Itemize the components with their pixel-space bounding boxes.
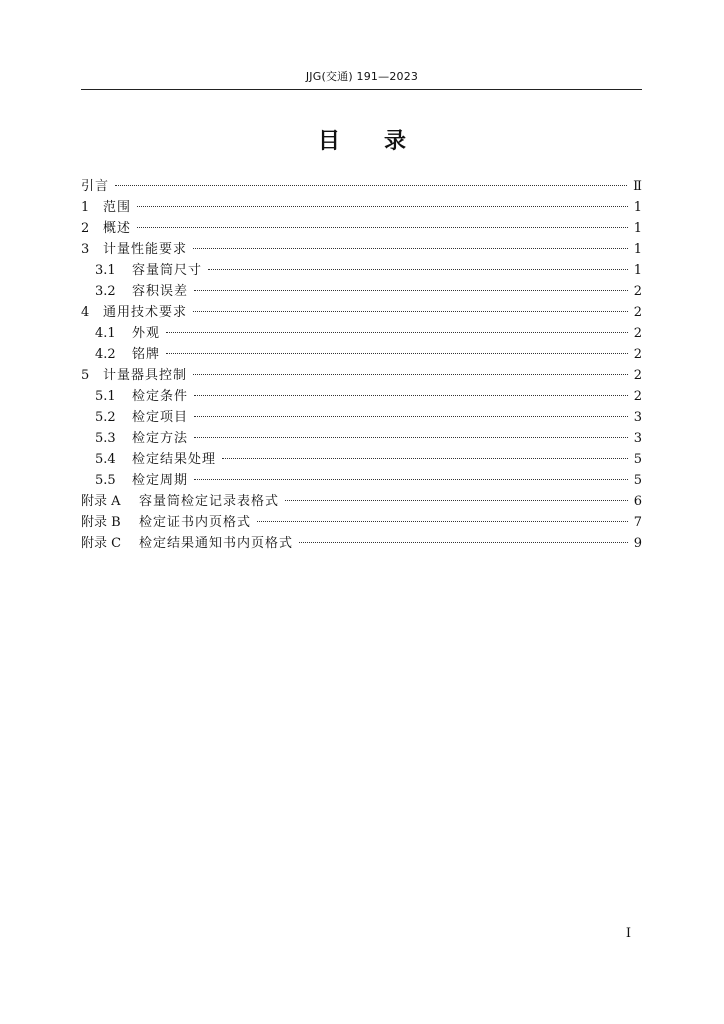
toc-entry-page: 2 xyxy=(633,326,642,341)
toc-entry-label: 检定条件 xyxy=(132,389,189,404)
document-header-code: JJG(交通) 191—2023 xyxy=(305,70,419,83)
toc-entry-label: 检定结果处理 xyxy=(132,452,217,467)
toc-dot-leader xyxy=(222,458,628,459)
toc-entry-label: 容量筒尺寸 xyxy=(132,263,203,278)
toc-entry-label: 检定证书内页格式 xyxy=(139,515,252,530)
toc-entry-label: 检定方法 xyxy=(132,431,189,446)
toc-entry-appendix-a[interactable] xyxy=(81,491,642,512)
toc-entry-5-1[interactable] xyxy=(81,386,642,407)
toc-dot-leader xyxy=(194,416,628,417)
toc-entry-4[interactable] xyxy=(81,302,642,323)
toc-entry-page: 2 xyxy=(633,305,642,320)
toc-entry-3[interactable] xyxy=(81,239,642,260)
page-number: I xyxy=(625,926,631,941)
toc-entry-label: 检定周期 xyxy=(132,473,189,488)
toc-entry-number: 2 xyxy=(81,221,90,236)
toc-dot-leader xyxy=(194,395,628,396)
toc-dot-leader xyxy=(208,269,628,270)
toc-entry-page: 3 xyxy=(633,410,642,425)
toc-entry-number: 4 xyxy=(81,305,90,320)
toc-entry-number: 5 xyxy=(81,368,90,383)
toc-dot-leader xyxy=(166,332,628,333)
toc-entry-3-1[interactable] xyxy=(81,260,642,281)
toc-entry-4-2[interactable] xyxy=(81,344,642,365)
toc-entry-page: 6 xyxy=(633,494,642,509)
toc-entry-5-5[interactable] xyxy=(81,470,642,491)
toc-entry-label: 范围 xyxy=(103,200,132,215)
toc-dot-leader xyxy=(194,290,628,291)
toc-title: 目录 xyxy=(317,129,450,154)
toc-entry-page: 2 xyxy=(633,389,642,404)
toc-entry-page: 1 xyxy=(633,263,642,278)
toc-entry-number: 1 xyxy=(81,200,90,215)
toc-entry-appendix-c[interactable] xyxy=(81,533,642,554)
toc-entry-2[interactable] xyxy=(81,218,642,239)
toc-entry-number: 附录 C xyxy=(81,536,122,551)
toc-entry-label: 计量性能要求 xyxy=(103,242,188,257)
toc-entry-intro[interactable] xyxy=(81,176,642,197)
toc-entry-number: 3.2 xyxy=(95,284,116,299)
toc-dot-leader xyxy=(193,374,628,375)
toc-entry-label: 引言 xyxy=(81,179,110,194)
toc-entry-number: 4.1 xyxy=(95,326,116,341)
toc-entry-page: 7 xyxy=(633,515,642,530)
toc-entry-3-2[interactable] xyxy=(81,281,642,302)
toc-entry-page: 9 xyxy=(633,536,642,551)
toc-entry-1[interactable] xyxy=(81,197,642,218)
toc-entry-5-3[interactable] xyxy=(81,428,642,449)
toc-entry-label: 外观 xyxy=(132,326,161,341)
toc-entry-number: 4.2 xyxy=(95,347,116,362)
table-of-contents xyxy=(81,176,642,554)
toc-dot-leader xyxy=(115,185,627,186)
toc-entry-label: 检定结果通知书内页格式 xyxy=(139,536,294,551)
toc-entry-label: 容量筒检定记录表格式 xyxy=(139,494,280,509)
toc-entry-appendix-b[interactable] xyxy=(81,512,642,533)
toc-dot-leader xyxy=(285,500,628,501)
toc-entry-number: 附录 B xyxy=(81,515,121,530)
toc-dot-leader xyxy=(137,206,628,207)
toc-entry-label: 容积误差 xyxy=(132,284,189,299)
toc-entry-label: 铭牌 xyxy=(132,347,161,362)
toc-entry-5-4[interactable] xyxy=(81,449,642,470)
toc-dot-leader xyxy=(299,542,628,543)
toc-entry-page: 5 xyxy=(633,452,642,467)
toc-entry-label: 检定项目 xyxy=(132,410,189,425)
toc-dot-leader xyxy=(193,248,628,249)
toc-entry-number: 3 xyxy=(81,242,90,257)
toc-entry-number: 附录 A xyxy=(81,494,121,509)
toc-entry-page: Ⅱ xyxy=(633,179,642,194)
toc-entry-4-1[interactable] xyxy=(81,323,642,344)
toc-dot-leader xyxy=(137,227,628,228)
toc-dot-leader xyxy=(194,479,628,480)
toc-dot-leader xyxy=(257,521,628,522)
toc-entry-label: 通用技术要求 xyxy=(103,305,188,320)
toc-entry-page: 1 xyxy=(633,242,642,257)
toc-dot-leader xyxy=(166,353,628,354)
toc-entry-page: 1 xyxy=(633,200,642,215)
toc-entry-number: 5.4 xyxy=(95,452,116,467)
toc-entry-page: 5 xyxy=(633,473,642,488)
toc-entry-number: 3.1 xyxy=(95,263,116,278)
toc-entry-page: 2 xyxy=(633,284,642,299)
toc-entry-number: 5.5 xyxy=(95,473,116,488)
toc-dot-leader xyxy=(194,437,628,438)
toc-entry-label: 概述 xyxy=(103,221,132,236)
toc-dot-leader xyxy=(193,311,628,312)
toc-entry-5[interactable] xyxy=(81,365,642,386)
toc-entry-page: 2 xyxy=(633,368,642,383)
toc-entry-page: 2 xyxy=(633,347,642,362)
header-rule xyxy=(81,89,642,90)
toc-entry-number: 5.3 xyxy=(95,431,116,446)
toc-entry-page: 1 xyxy=(633,221,642,236)
toc-entry-5-2[interactable] xyxy=(81,407,642,428)
toc-entry-number: 5.1 xyxy=(95,389,116,404)
toc-entry-label: 计量器具控制 xyxy=(103,368,188,383)
toc-entry-number: 5.2 xyxy=(95,410,116,425)
toc-entry-page: 3 xyxy=(633,431,642,446)
